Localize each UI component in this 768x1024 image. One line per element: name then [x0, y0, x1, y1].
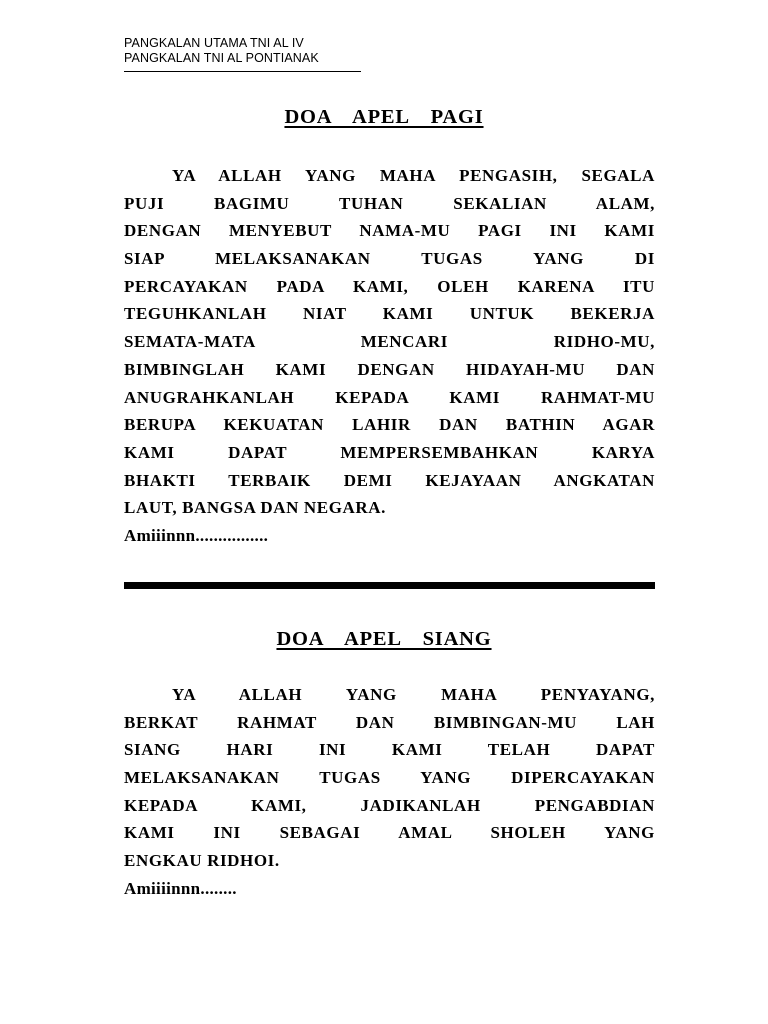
prayer-line: BERUPA KEKUATAN LAHIR DAN BATHIN AGAR: [124, 415, 655, 435]
letterhead-underline: [124, 71, 361, 72]
prayer-line: BERKAT RAHMAT DAN BIMBINGAN-MU LAH: [124, 712, 655, 732]
prayer-siang-closing: Amiiiinnn........: [124, 878, 237, 898]
prayer-line: SIAP MELAKSANAKAN TUGAS YANG DI: [124, 249, 655, 269]
letterhead: [124, 36, 361, 66]
prayer-siang-body: [124, 681, 655, 903]
prayer-pagi-body: [124, 162, 655, 550]
letterhead-line-2: PANGKALAN TNI AL PONTIANAK: [124, 51, 319, 65]
prayer-line: SIANG HARI INI KAMI TELAH DAPAT: [124, 740, 655, 760]
prayer-line: PERCAYAKAN PADA KAMI, OLEH KARENA ITU: [124, 276, 655, 296]
prayer-line: KEPADA KAMI, JADIKANLAH PENGABDIAN: [124, 795, 655, 815]
prayer-line: ENGKAU RIDHOI.: [124, 851, 280, 871]
prayer-line: MELAKSANAKAN TUGAS YANG DIPERCAYAKAN: [124, 768, 655, 788]
prayer-line: KAMI DAPAT MEMPERSEMBAHKAN KARYA: [124, 442, 655, 462]
prayer-line: BHAKTI TERBAIK DEMI KEJAYAAN ANGKATAN: [124, 470, 655, 490]
prayer-pagi-closing: Amiiinnn................: [124, 525, 269, 545]
prayer-line: YA ALLAH YANG MAHA PENYAYANG,: [172, 685, 655, 704]
prayer-line: KAMI INI SEBAGAI AMAL SHOLEH YANG: [124, 823, 655, 843]
prayer-line: TEGUHKANLAH NIAT KAMI UNTUK BEKERJA: [124, 304, 655, 324]
prayer-line: SEMATA-MATA MENCARI RIDHO-MU,: [124, 332, 655, 352]
title-doa-apel-pagi: DOA APEL PAGI: [284, 106, 484, 128]
prayer-line: YA ALLAH YANG MAHA PENGASIH, SEGALA: [172, 166, 655, 185]
prayer-line: LAUT, BANGSA DAN NEGARA.: [124, 498, 387, 518]
letterhead-line-1: PANGKALAN UTAMA TNI AL IV: [124, 36, 304, 50]
prayer-line: DENGAN MENYEBUT NAMA-MU PAGI INI KAMI: [124, 221, 655, 241]
prayer-line: ANUGRAHKANLAH KEPADA KAMI RAHMAT-MU: [124, 387, 655, 407]
section-separator: [124, 582, 655, 589]
title-doa-apel-siang: DOA APEL SIANG: [276, 628, 492, 650]
prayer-line: BIMBINGLAH KAMI DENGAN HIDAYAH-MU DAN: [124, 359, 655, 379]
prayer-line: PUJI BAGIMU TUHAN SEKALIAN ALAM,: [124, 193, 655, 213]
